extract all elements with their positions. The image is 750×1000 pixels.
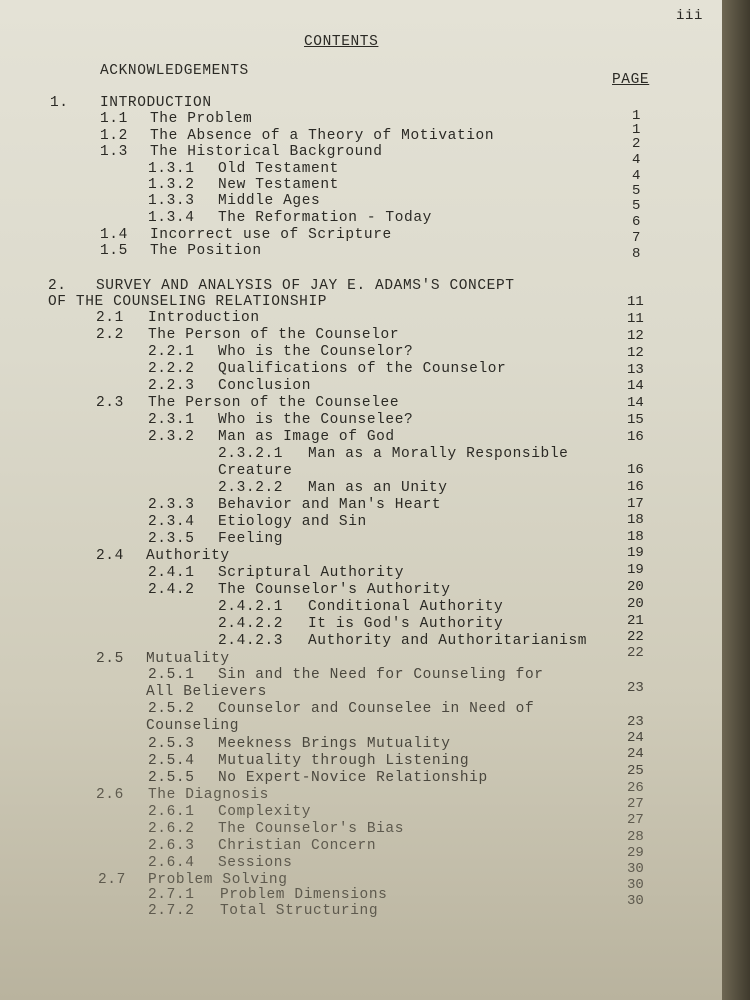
toc-entry-page: 4 [632,152,641,168]
toc-entry-page: 30 [627,861,644,877]
toc-entry-page: 22 [627,645,644,661]
toc-entry-page: 11 [627,294,644,310]
toc-entry-title: The Problem [150,111,253,127]
toc-entry-page: 2 [632,136,641,152]
toc-entry-number: 1.3.3 [148,193,195,209]
toc-entry-number: 2.3.2.2 [218,480,284,496]
toc-entry-title: Sessions [218,855,293,871]
toc-entry-number: 2.5.1 [148,667,195,683]
toc-entry-number: 1.3.4 [148,210,195,226]
toc-entry-title: The Diagnosis [148,787,269,803]
toc-entry-title: Authority [146,548,230,564]
toc-entry-page: 18 [627,529,644,545]
toc-entry-number: 2.6.1 [148,804,195,820]
toc-entry-number: 2.7.1 [148,887,195,903]
toc-entry-number: 2.4.1 [148,565,195,581]
toc-entry-number: 2.5.4 [148,753,195,769]
toc-entry-title: The Person of the Counselee [148,395,400,411]
toc-entry-page: 26 [627,780,644,796]
toc-entry-title: The Counselor's Authority [218,582,451,598]
toc-entry-page: 5 [632,198,641,214]
toc-entry-page: 12 [627,328,644,344]
toc-entry-number: 2.4 [96,548,124,564]
toc-entry-number: 1.3.1 [148,161,195,177]
toc-entry-page: 27 [627,796,644,812]
toc-entry-title: Counseling [146,718,240,734]
toc-entry-number: 2.3.3 [148,497,195,513]
toc-entry-number: 2.3.2.1 [218,446,284,462]
page-edge-shadow [722,0,750,1000]
toc-entry-title: Sin and the Need for Counseling for [218,667,544,683]
toc-entry-page: 15 [627,412,644,428]
toc-entry-number: 2. [48,278,67,294]
toc-entry-number: 2.3 [96,395,124,411]
toc-entry-number: 1.2 [100,128,128,144]
toc-entry-number: 2.6.2 [148,821,195,837]
toc-entry-title: Old Testament [218,161,339,177]
toc-entry-title: Conditional Authority [308,599,504,615]
toc-entry-page: 13 [627,362,644,378]
toc-entry-number: 2.4.2.2 [218,616,284,632]
toc-entry-title: Christian Concern [218,838,377,854]
toc-entry-title: OF THE COUNSELING RELATIONSHIP [48,294,328,310]
toc-entry-number: 2.6 [96,787,124,803]
toc-entry-number: 2.3.1 [148,412,195,428]
toc-entry-number: 2.7.2 [148,903,195,919]
toc-entry-title: Total Structuring [220,903,379,919]
toc-entry-title: The Absence of a Theory of Motivation [150,128,495,144]
toc-entry-page: 23 [627,714,644,730]
toc-entry-number: 1.1 [100,111,128,127]
toc-entry-number: 2.2.3 [148,378,195,394]
toc-entry-number: 1.4 [100,227,128,243]
toc-entry-page: 21 [627,613,644,629]
toc-entry-number: 1.3 [100,144,128,160]
toc-entry-title: Man as a Morally Responsible [308,446,569,462]
toc-entry-title: The Person of the Counselor [148,327,400,343]
toc-entry-number: 2.4.2 [148,582,195,598]
toc-entry-number: 2.2.1 [148,344,195,360]
toc-entry-page: 28 [627,829,644,845]
toc-entry-number: 1. [50,95,69,111]
toc-entry-title: Who is the Counselor? [218,344,414,360]
toc-entry-page: 8 [632,246,641,262]
toc-entry-number: 2.5.5 [148,770,195,786]
toc-entry-number: 2.3.5 [148,531,195,547]
toc-entry-title: Man as Image of God [218,429,395,445]
toc-entry-title: Creature [218,463,293,479]
toc-entry-page: 11 [627,311,644,327]
toc-entry-number: 2.7 [98,872,126,888]
toc-entry-number: 2.2.2 [148,361,195,377]
toc-entry-number: 2.3.4 [148,514,195,530]
toc-entry-title: Complexity [218,804,312,820]
toc-entry-title: Counselor and Counselee in Need of [218,701,535,717]
toc-entry-number: 2.5.3 [148,736,195,752]
toc-entry-page: 20 [627,596,644,612]
toc-entry-page: 27 [627,812,644,828]
toc-entry-number: 2.3.2 [148,429,195,445]
toc-entry-page: 20 [627,579,644,595]
toc-entry-title: The Counselor's Bias [218,821,405,837]
toc-entry-page: 6 [632,214,641,230]
toc-entry-page: 7 [632,230,641,246]
toc-entry-title: Incorrect use of Scripture [150,227,392,243]
page-number: iii [676,8,704,24]
toc-entry-title: Meekness Brings Mutuality [218,736,451,752]
toc-entry-title: Feeling [218,531,284,547]
toc-entry-page: 25 [627,763,644,779]
toc-entry-page: 24 [627,746,644,762]
toc-entry-number: 2.2 [96,327,124,343]
toc-entry-title: Authority and Authoritarianism [308,633,588,649]
toc-entry-number: 2.4.2.3 [218,633,284,649]
toc-entry-page: 30 [627,877,644,893]
toc-entry-number: 1.5 [100,243,128,259]
toc-entry-title: Problem Solving [148,872,288,888]
toc-entry-title: Introduction [148,310,260,326]
toc-entry-number: 2.5 [96,651,124,667]
toc-entry-page: 30 [627,893,644,909]
toc-entry-page: 14 [627,395,644,411]
toc-entry-title: Conclusion [218,378,312,394]
toc-entry-page: 16 [627,479,644,495]
toc-entry-title: Man as an Unity [308,480,448,496]
toc-entry-page: 16 [627,429,644,445]
toc-entry-title: Behavior and Man's Heart [218,497,442,513]
toc-entry-page: 1 [632,122,641,138]
toc-entry-title: SURVEY AND ANALYSIS OF JAY E. ADAMS'S CONCEPT [96,278,515,294]
toc-entry-number: 2.6.4 [148,855,195,871]
toc-entry-title: All Believers [146,684,267,700]
toc-entry-number: 2.6.3 [148,838,195,854]
toc-entry-title: Qualifications of the Counselor [218,361,507,377]
toc-entry-page: 29 [627,845,644,861]
toc-entry-page: 23 [627,680,644,696]
toc-entry-title: The Reformation - Today [218,210,432,226]
toc-entry-title: INTRODUCTION [100,95,212,111]
toc-entry-page: 12 [627,345,644,361]
toc-entry-number: 1.3.2 [148,177,195,193]
toc-entry-title: The Position [150,243,262,259]
toc-entry-title: No Expert-Novice Relationship [218,770,488,786]
toc-entry-title: Problem Dimensions [220,887,388,903]
toc-entry-number: 2.1 [96,310,124,326]
toc-entry-title: Scriptural Authority [218,565,405,581]
toc-entry-title: The Historical Background [150,144,383,160]
toc-entry-page: 19 [627,545,644,561]
toc-entry-title: Who is the Counselee? [218,412,414,428]
toc-entry-page: 24 [627,730,644,746]
toc-entry-page: 4 [632,168,641,184]
acknowledgements-heading: ACKNOWLEDGEMENTS [100,63,249,79]
toc-entry-page: 5 [632,183,641,199]
toc-entry-page: 19 [627,562,644,578]
toc-entry-number: 2.4.2.1 [218,599,284,615]
toc-entry-page: 1 [632,108,641,124]
toc-entry-page: 16 [627,462,644,478]
toc-entry-page: 22 [627,629,644,645]
toc-entry-page: 17 [627,496,644,512]
toc-entry-title: Mutuality [146,651,230,667]
toc-entry-number: 2.5.2 [148,701,195,717]
toc-entry-page: 18 [627,512,644,528]
toc-entry-title: Middle Ages [218,193,321,209]
toc-entry-title: New Testament [218,177,339,193]
toc-entry-title: Mutuality through Listening [218,753,470,769]
toc-entry-title: It is God's Authority [308,616,504,632]
toc-entry-title: Etiology and Sin [218,514,367,530]
contents-title: CONTENTS [304,34,379,50]
toc-entry-page: 14 [627,378,644,394]
page-column-heading: PAGE [612,72,650,88]
